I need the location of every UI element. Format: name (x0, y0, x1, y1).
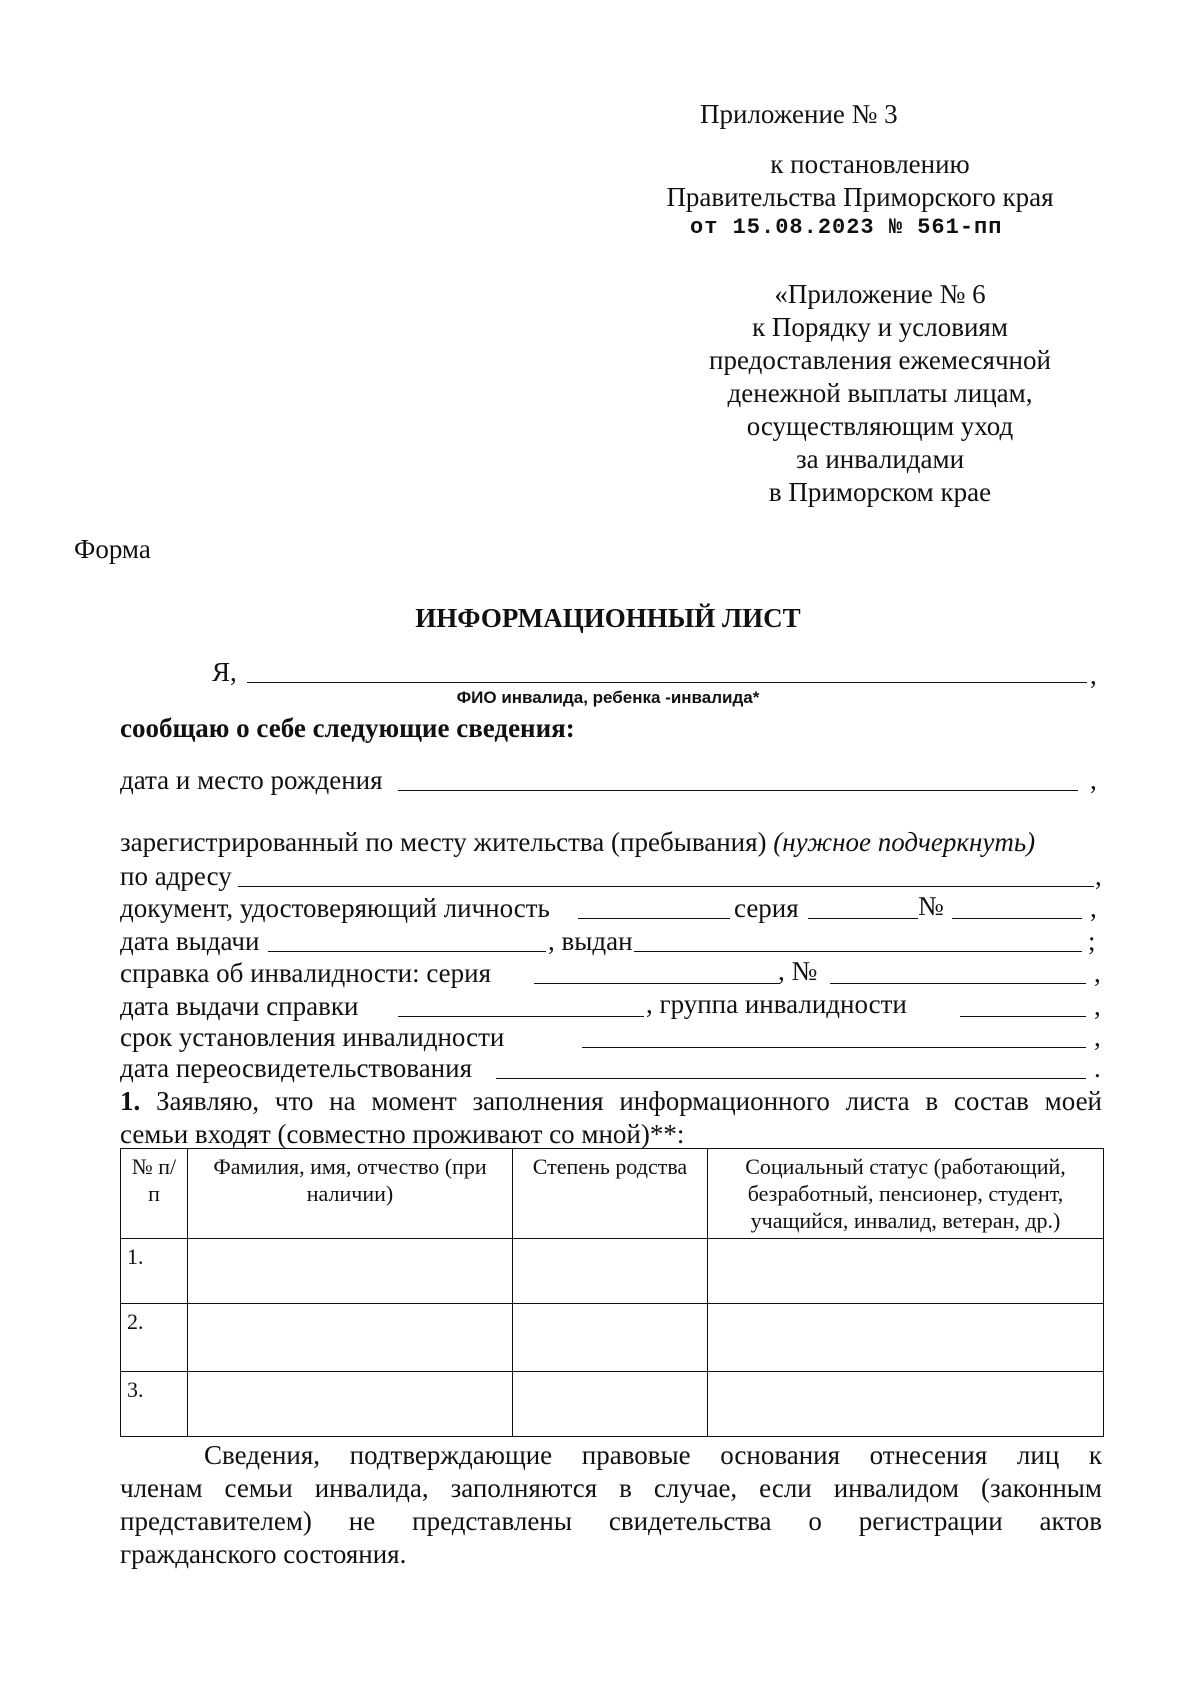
declaration-line-2: семьи входят (совместно проживают со мной)**: (120, 1119, 685, 1149)
appendix-6-line: к Порядку и условиям (752, 312, 1008, 342)
term-field[interactable] (582, 1047, 1086, 1048)
comma: , (1090, 765, 1097, 795)
table-row (121, 1239, 1104, 1304)
table-row (121, 1372, 1104, 1437)
id-doc-type-field[interactable] (578, 918, 730, 919)
declaration-text-1: Заявляю, что на момент заполнения информационного листа в состав моей (156, 1086, 1103, 1116)
cert-number-field[interactable] (830, 983, 1086, 984)
comma: , (1094, 958, 1101, 988)
row-number: 2. (121, 1304, 188, 1372)
name-cell[interactable] (188, 1372, 513, 1437)
government-line: Правительства Приморского края (666, 182, 1054, 212)
relation-cell[interactable] (513, 1304, 708, 1372)
col-status-header: Социальный статус (работающий, безработный, пенсионер, студент, учащийся, инвалид, ветеран, др.) (708, 1149, 1104, 1239)
col-relation-header: Степень родства (513, 1149, 708, 1239)
disability-group-label: , группа инвалидности (646, 989, 907, 1019)
cert-issue-date-label: дата выдачи справки (120, 991, 359, 1021)
appendix-6-block (660, 278, 1100, 509)
period: . (1094, 1053, 1101, 1083)
series-label: серия (734, 893, 799, 923)
registered-note: (нужное подчеркнуть) (773, 827, 1036, 857)
number-label: № (918, 891, 944, 921)
comma: , (1094, 1022, 1101, 1052)
row-number: 1. (121, 1239, 188, 1304)
resolution-date-number: от 15.08.2023 № 561-пп (690, 215, 1003, 240)
issued-by-field[interactable] (634, 951, 1082, 952)
semicolon: ; (1088, 926, 1096, 956)
col-number-header: № п/п (121, 1149, 188, 1239)
to-resolution: к постановлению (770, 149, 970, 179)
note-line: членам семьи инвалида, заполняются в случае, если инвалидом (законным (120, 1473, 1102, 1503)
id-doc-label: документ, удостоверяющий личность (120, 893, 550, 923)
term-label: срок установления инвалидности (120, 1022, 505, 1052)
comma: , (1095, 861, 1102, 891)
cert-issue-date-field[interactable] (398, 1016, 644, 1017)
reexam-date-label: дата переосвидетельствования (120, 1053, 472, 1083)
note-line: Сведения, подтверждающие правовые основания отнесения лиц к (204, 1440, 1102, 1470)
certificate-label: справка об инвалидности: серия (120, 958, 492, 988)
birth-field[interactable] (398, 790, 1078, 791)
registered-label (120, 826, 1035, 859)
name-cell[interactable] (188, 1239, 513, 1304)
birth-label: дата и место рождения (120, 765, 383, 795)
appendix-6-line: «Приложение № 6 (774, 279, 986, 309)
cert-number-label: , № (778, 956, 818, 986)
appendix-6-line: денежной выплаты лицам, (727, 378, 1033, 408)
table-row (121, 1304, 1104, 1372)
disability-group-field[interactable] (960, 1016, 1086, 1017)
comma: , (1094, 991, 1101, 1021)
status-cell[interactable] (708, 1372, 1104, 1437)
i-prefix: Я, (212, 657, 237, 687)
declaration-line-1 (120, 1085, 1102, 1118)
status-cell[interactable] (708, 1304, 1104, 1372)
note-paragraph (120, 1439, 1102, 1571)
declaration-paragraph (120, 1085, 1102, 1151)
issue-date-field[interactable] (268, 951, 546, 952)
appendix-6-line: за инвалидами (795, 444, 965, 474)
family-table (120, 1148, 1104, 1437)
address-field[interactable] (238, 886, 1094, 887)
report-intro: сообщаю о себе следующие сведения: (120, 713, 575, 743)
appendix-6-line: осуществляющим уход (746, 411, 1014, 441)
appendix-number: Приложение № 3 (700, 99, 898, 129)
relation-cell[interactable] (513, 1239, 708, 1304)
comma: , (1090, 893, 1097, 923)
comma: , (1090, 660, 1097, 690)
fio-caption: ФИО инвалида, ребенка -инвалида* (456, 688, 760, 707)
reexam-date-field[interactable] (496, 1078, 1086, 1079)
id-number-field[interactable] (952, 918, 1082, 919)
row-number: 3. (121, 1372, 188, 1437)
cert-series-field[interactable] (534, 983, 780, 984)
form-label: Форма (74, 534, 151, 564)
appendix-6-line: предоставления ежемесячной (709, 345, 1051, 375)
name-cell[interactable] (188, 1304, 513, 1372)
issue-date-label: дата выдачи (120, 926, 260, 956)
issued-by-label: , выдан (548, 926, 633, 956)
status-cell[interactable] (708, 1239, 1104, 1304)
note-line: представителем) не представлены свидетельства о регистрации актов (120, 1506, 1102, 1536)
registered-text: зарегистрированный по месту жительства (пребывания) (120, 827, 767, 857)
col-name-header: Фамилия, имя, отчество (при наличии) (188, 1149, 513, 1239)
appendix-6-line: в Приморском крае (768, 477, 992, 507)
note-line: гражданского состояния. (120, 1539, 407, 1569)
address-label: по адресу (120, 861, 232, 891)
relation-cell[interactable] (513, 1372, 708, 1437)
page-title: ИНФОРМАЦИОННЫЙ ЛИСТ (415, 603, 801, 633)
declaration-number: 1. (120, 1086, 141, 1116)
table-header-row (121, 1149, 1104, 1239)
id-series-field[interactable] (808, 918, 918, 919)
fio-field[interactable] (247, 682, 1087, 683)
